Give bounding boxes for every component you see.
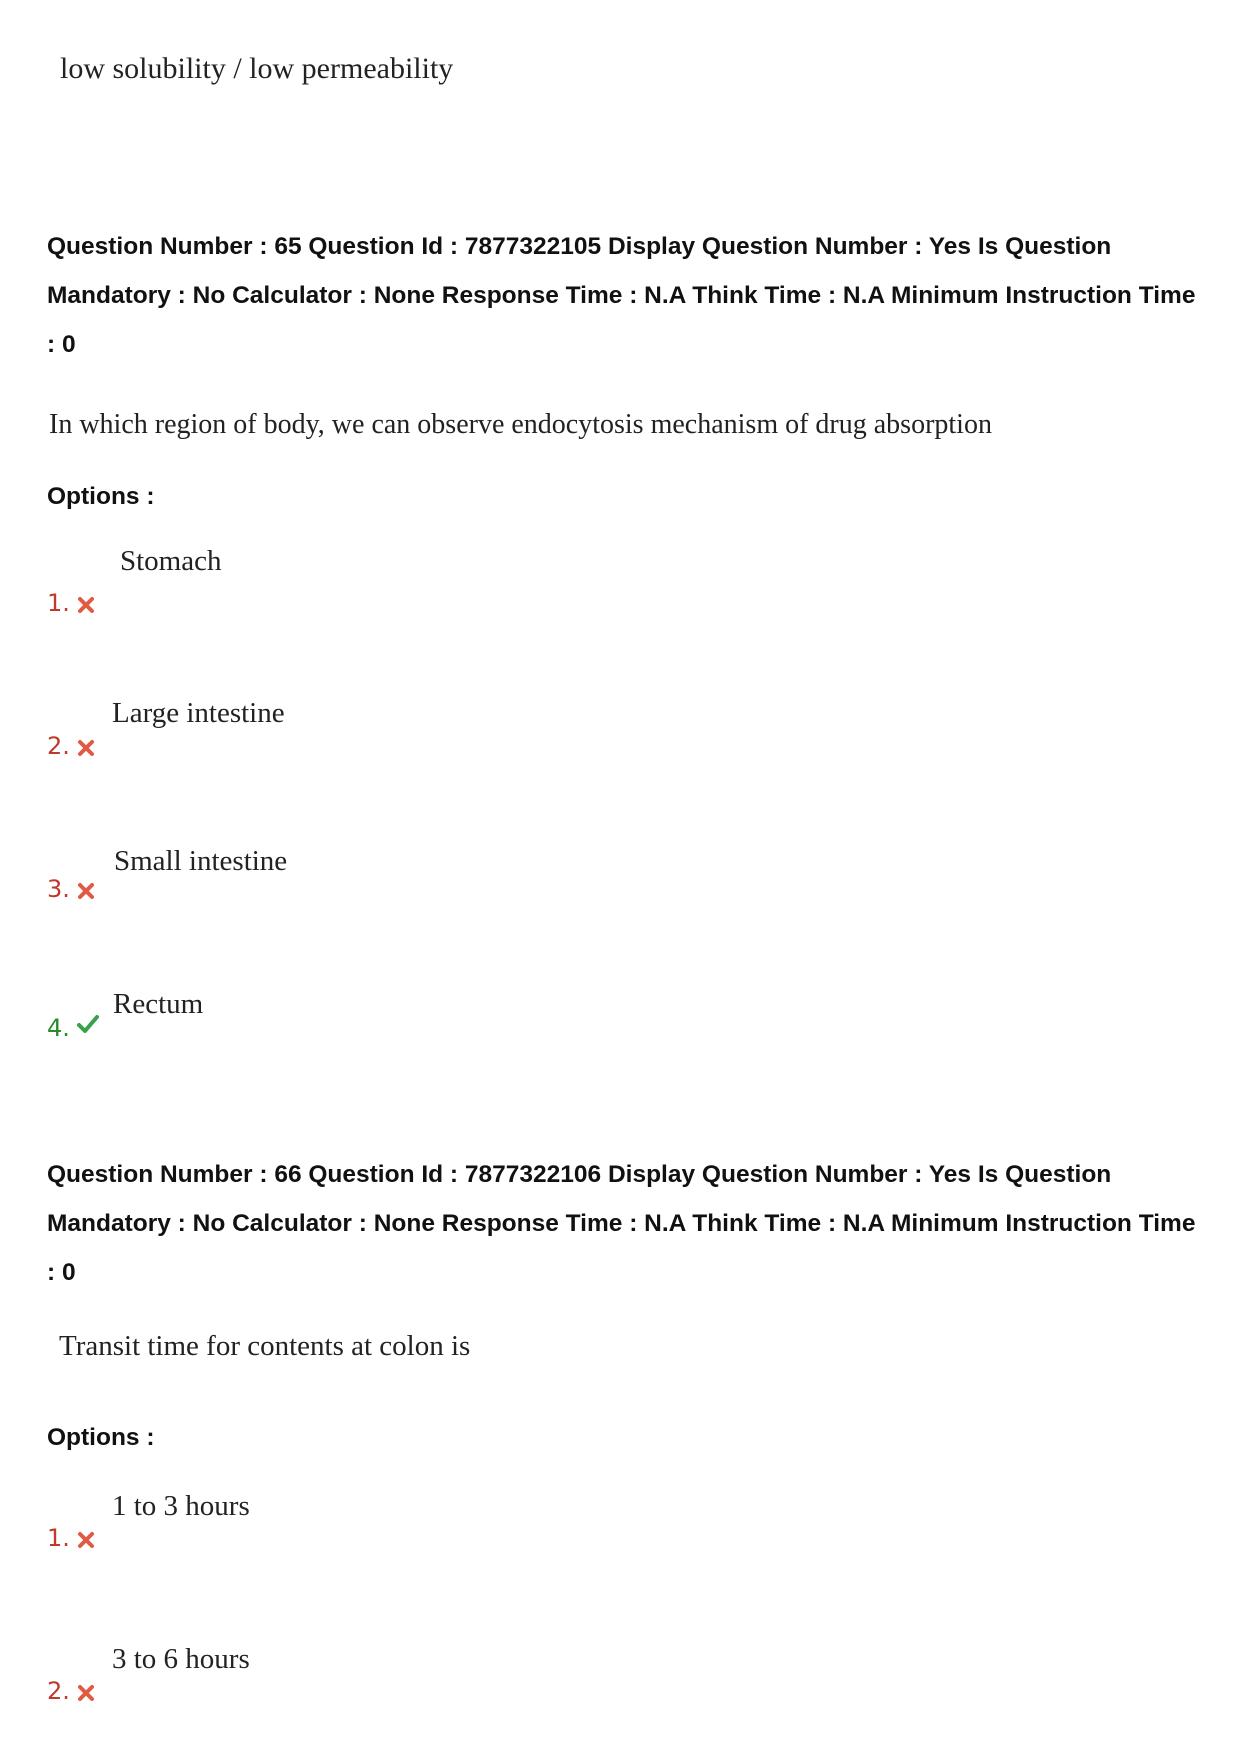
question-block: [47, 222, 1207, 369]
option-item: [47, 697, 647, 760]
option-text: Small intestine: [114, 845, 288, 877]
question-text: In which region of body, we can observe endocytosis mechanism of drug absorption: [49, 409, 992, 440]
option-text: Stomach: [120, 545, 222, 577]
option-item: [47, 1643, 647, 1703]
option-item: [47, 1490, 647, 1550]
question-text: Transit time for contents at colon is: [59, 1330, 471, 1362]
option-number: 1.: [47, 1524, 70, 1552]
cross-icon: [77, 596, 95, 614]
option-text: 1 to 3 hours: [112, 1490, 250, 1522]
check-icon: [77, 1014, 99, 1034]
question-meta: Question Number : 66 Question Id : 7877322106 Display Question Number : Yes Is Question Mandatory : No Calculator : None Response Time : N.A Think Time : N.A Minimum Instruction Time : 0: [47, 1161, 1196, 1286]
options-heading: Options :: [47, 483, 155, 510]
question-meta: Question Number : 65 Question Id : 7877322105 Display Question Number : Yes Is Question Mandatory : No Calculator : None Response Time : N.A Think Time : N.A Minimum Instruction Time : 0: [47, 233, 1196, 358]
option-number: 2.: [47, 732, 70, 760]
question-block: [47, 1150, 1207, 1297]
option-text: Rectum: [113, 988, 204, 1020]
option-text: 3 to 6 hours: [112, 1643, 250, 1675]
cross-icon: [77, 739, 95, 757]
option-item: [47, 988, 647, 1048]
cross-icon: [77, 882, 95, 900]
option-number: 2.: [47, 1677, 70, 1705]
options-heading: Options :: [47, 1424, 155, 1451]
previous-option-text: low solubility / low permeability: [60, 52, 454, 85]
option-number: 1.: [47, 589, 70, 617]
cross-icon: [77, 1531, 95, 1549]
option-number: 4.: [47, 1014, 70, 1042]
option-item: [47, 545, 647, 617]
cross-icon: [77, 1684, 95, 1702]
option-number: 3.: [47, 875, 70, 903]
option-text: Large intestine: [112, 697, 285, 729]
option-item: [47, 845, 647, 905]
